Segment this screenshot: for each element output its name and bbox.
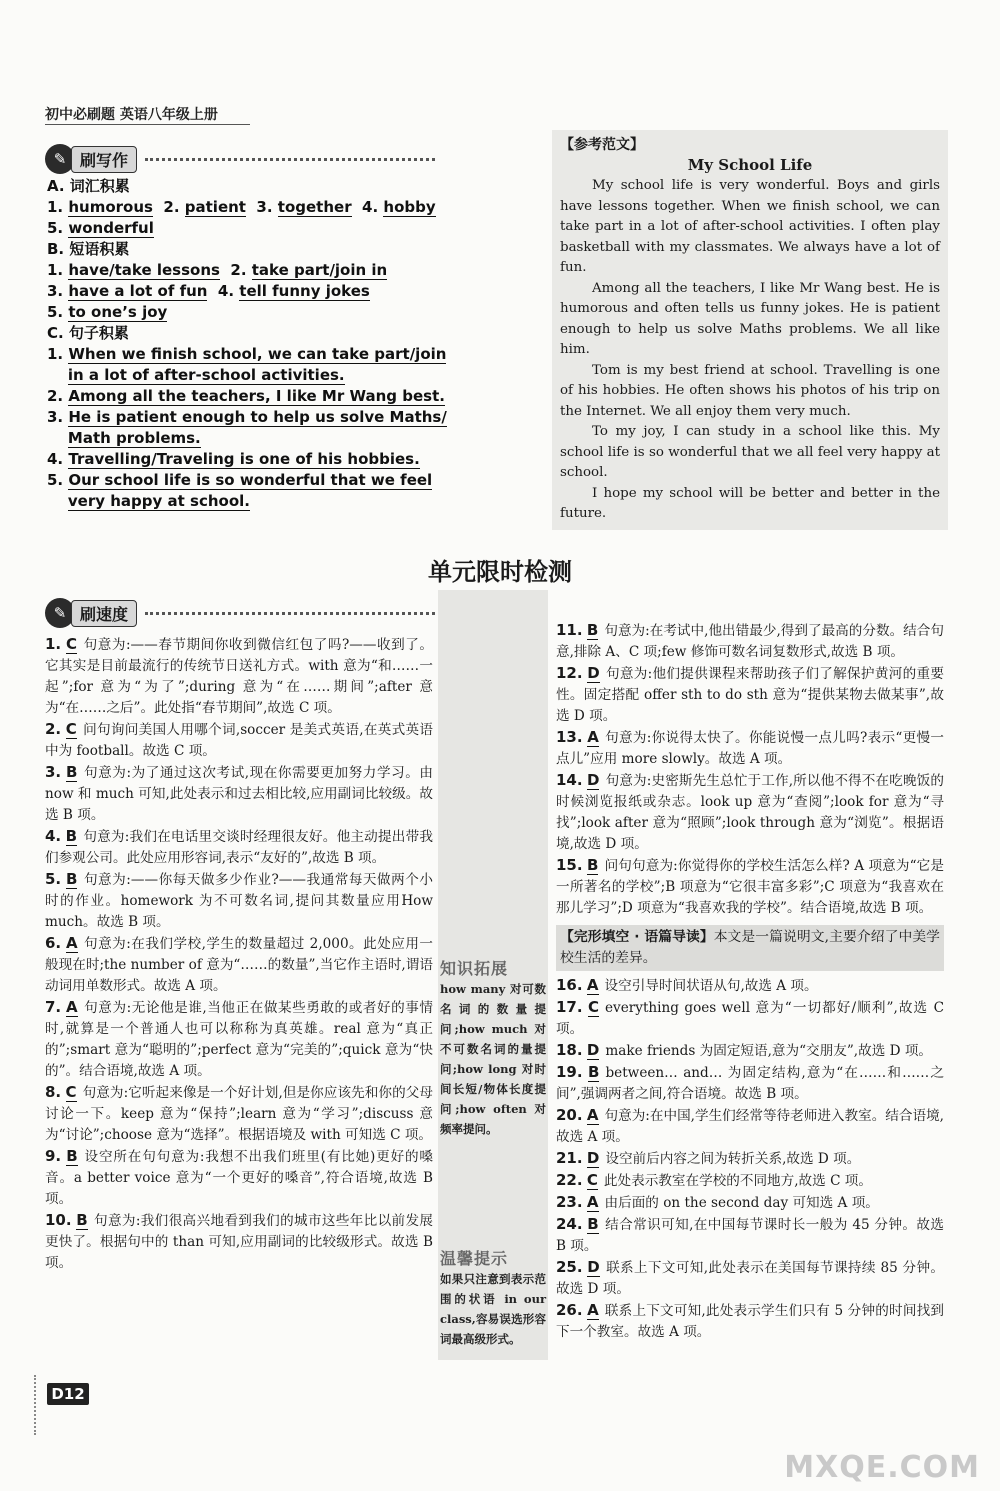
answer-item — [556, 620, 944, 663]
explanation: 句意为:他们提供课程来帮助孩子们了解保护黄河的重要性。固定搭配 offer sth to do sth 意为“提供某物去做某事”,故选 D 项。 — [556, 666, 944, 724]
explanation: 句意为:史密斯先生总忙于工作,所以他不得不在吃晚饭的时候浏览报纸或杂志。look up 意为“查阅”;look for 意为“寻找”;look after 意为“照顾”;look through 意为“浏览”。根据语境,故选 D 项。 — [556, 773, 944, 852]
writing-line — [47, 323, 437, 344]
tip-text: 如果只注意到表示范围的状语 in our class,容易误选形容词最高级形式。 — [440, 1272, 546, 1346]
item-number: 12. — [556, 664, 583, 682]
label-text: 5. — [47, 219, 69, 237]
label-text: B. 短语积累 — [47, 240, 130, 258]
writing-line — [47, 386, 445, 407]
tip-text: how many 对可数名词的数量提问;how much 对不可数名词的量提问;how long 对时间长短/物体长度提问;how often 对频率提问。 — [440, 982, 546, 1136]
writing-line — [47, 470, 437, 491]
item-number: 25. — [556, 1258, 583, 1276]
item-number: 16. — [556, 976, 583, 994]
answer-text: in a lot of after-school activities. — [67, 366, 345, 384]
item-number: 22. — [556, 1171, 583, 1189]
essay-paragraph: I hope my school will be better and better in the future. — [560, 485, 940, 521]
item-number: 15. — [556, 856, 583, 874]
answer-item — [556, 1300, 944, 1343]
answer-key: C — [587, 998, 599, 1016]
answer-text: to one’s joy — [68, 303, 168, 321]
answer-text: take part/join in — [251, 261, 388, 279]
essay-paragraph: Tom is my best friend at school. Travelling is one of his hobbies. He often shows his photos of his trip on the Internet. We all enjoy them very much. — [560, 362, 940, 419]
item-number: 19. — [556, 1063, 583, 1081]
label-text: 4. — [351, 198, 384, 216]
answer-item — [556, 1214, 944, 1257]
label-text: 3. — [245, 198, 278, 216]
item-number: 13. — [556, 728, 583, 746]
answer-key: C — [65, 1083, 77, 1101]
answer-text: tell funny jokes — [239, 282, 370, 300]
answer-text: Math problems. — [67, 429, 201, 447]
header-rule — [45, 124, 250, 125]
answer-text: humorous — [68, 198, 153, 216]
answer-text: wonderful — [68, 219, 154, 237]
banner-dots — [145, 158, 435, 161]
label-text: 5. — [47, 303, 69, 321]
label-text: 1. — [47, 345, 69, 363]
explanation: 句意为:它听起来像是一个好计划,但是你应该先和你的父母讨论一下。keep 意为“保持”;learn 意为“学习”;discuss 意为“讨论”;choose 意为“选择”。根据语境及 with 可知选 C 项。 — [45, 1085, 433, 1143]
answer-item — [45, 826, 433, 869]
answer-key: D — [586, 1041, 600, 1059]
passage-text: 本文是一篇说明文,主要介绍了中美学校生活的差异。 — [560, 929, 940, 966]
label-text: 3. — [47, 282, 69, 300]
item-number: 14. — [556, 771, 583, 789]
answer-item — [556, 997, 944, 1040]
explanation: everything goes well 意为“一切都好/顺利”,故选 C 项。 — [556, 1000, 944, 1037]
answer-key: B — [65, 870, 78, 888]
knowledge-tip — [440, 956, 546, 1139]
essay-title: My School Life — [687, 156, 813, 174]
label-text: 2. — [152, 198, 185, 216]
writing-line — [47, 302, 437, 323]
explanation: 句意为:我们很高兴地看到我们的城市这些年比以前发展更快了。根据句中的 than 可知,应用副词的比较级形式。故选 B 项。 — [45, 1213, 434, 1271]
answer-key: B — [65, 827, 78, 845]
item-number: 11. — [556, 621, 583, 639]
item-number: 20. — [556, 1106, 583, 1124]
item-number: 26. — [556, 1301, 583, 1319]
label-text: C. 句子积累 — [47, 324, 129, 342]
answer-text: together — [277, 198, 352, 216]
item-number: 8. — [45, 1083, 62, 1101]
speed-banner — [45, 598, 435, 628]
writing-line — [47, 218, 437, 239]
writing-answers — [47, 176, 447, 512]
explanation: 句意为:在我们学校,学生的数量超过 2,000。此处应用一般现在时;the number of 意为“……的数量”,当它作主语时,谓语动词用单数形式。故选 A 项。 — [45, 936, 433, 994]
answer-text: Travelling/Traveling is one of his hobbies. — [68, 450, 420, 468]
answer-item — [45, 997, 433, 1082]
reference-essay-box — [552, 130, 948, 530]
page-number: D12 — [47, 1383, 89, 1405]
answer-text: very happy at school. — [67, 492, 250, 510]
answer-item — [556, 1170, 944, 1192]
item-number: 9. — [45, 1147, 62, 1165]
answers-left-column — [45, 634, 433, 1274]
explanation: 句意为:——春节期间你收到微信红包了吗?——收到了。它其实是目前最流行的传统节日送礼方式。with 意为“和……一起”;for 意为“为了”;during 意为“在……期间”;after 意为“在……之后”。此处指“春节期间”,故选 C 项。 — [45, 637, 433, 716]
answer-key: A — [586, 1193, 599, 1211]
answer-key: C — [586, 1171, 598, 1189]
banner-dots — [145, 612, 435, 615]
explanation: 联系上下文可知,此处表示在美国每节课持续 85 分钟。故选 D 项。 — [556, 1260, 944, 1297]
speed-banner-label: 刷速度 — [71, 600, 137, 627]
label-text: A. 词汇积累 — [47, 177, 130, 195]
item-number: 7. — [45, 998, 62, 1016]
answer-key: B — [588, 1063, 600, 1081]
answer-key: A — [587, 728, 599, 746]
explanation: 句意为:在考试中,他出错最少,得到了最高的分数。结合句意,排除 A、C 项;few 修饰可数名词复数形式,故选 B 项。 — [556, 623, 944, 660]
writing-line — [47, 365, 437, 386]
writing-line — [47, 491, 437, 512]
answer-item — [556, 855, 944, 919]
explanation: 问句句意为:你觉得你的学校生活怎么样? A 项意为“它是一所著名的学校”;B 项意为“它很丰富多彩”;C 项意为“我喜欢在那儿学习”;D 项意为“我喜欢我的学校”。结合语境,故选 B 项。 — [556, 858, 944, 916]
explanation: 句意为:为了通过这次考试,现在你需要更加努力学习。由 now 和 much 可知,此处表示和过去相比较,应用副词比较级。故选 B 项。 — [45, 765, 433, 823]
answer-key: A — [586, 976, 599, 994]
writing-banner-label: 刷写作 — [71, 146, 137, 173]
answer-key: D — [587, 1258, 600, 1276]
item-number: 1. — [45, 635, 62, 653]
answer-item — [556, 770, 944, 855]
answer-text: Our school life is so wonderful that we feel — [68, 471, 433, 489]
explanation: 由后面的 on the second day 可知选 A 项。 — [604, 1195, 879, 1211]
answer-item — [45, 1146, 433, 1210]
item-number: 18. — [556, 1041, 583, 1059]
reference-label: 【参考范文】 — [560, 137, 644, 153]
answer-item — [556, 1257, 944, 1300]
label-text: 2. — [47, 387, 69, 405]
explanation: 设空前后内容之间为转折关系,故选 D 项。 — [605, 1151, 861, 1167]
label-text — [47, 492, 68, 510]
answer-text: have a lot of fun — [68, 282, 208, 300]
explanation: 问句询问美国人用哪个词,soccer 是美式英语,在英式英语中为 football。故选 C 项。 — [45, 722, 433, 759]
label-text: 4. — [47, 450, 69, 468]
running-header: 初中必刷题 英语八年级上册 — [45, 107, 218, 123]
label-text: 2. — [219, 261, 252, 279]
writing-line — [47, 260, 437, 281]
label-text — [47, 366, 68, 384]
watermark: MXQE.COM — [784, 1450, 980, 1485]
explanation: 设空引导时间状语从句,故选 A 项。 — [604, 978, 818, 994]
answer-item — [556, 1192, 944, 1214]
item-number: 10. — [45, 1211, 72, 1229]
explanation: 此处表示教室在学校的不同地方,故选 C 项。 — [603, 1173, 872, 1189]
answer-key: D — [587, 771, 600, 789]
answer-key: B — [66, 763, 78, 781]
essay-body — [560, 176, 940, 525]
explanation: 设空所在句句意为:我想不出我们班里(有比她)更好的嗓音。a better voice 意为“一个更好的嗓音”,符合语境,故选 B 项。 — [45, 1149, 434, 1207]
explanation: 句意为:无论他是谁,当他正在做某些勇敢的或者好的事情时,就算是一个普通人也可以称称为真英雄。real 意为“真正的”;smart 意为“聪明的”;perfect 意为“完美的”;quick 意为“快的”。结合语境,故选 A 项。 — [45, 1000, 433, 1079]
explanation: between… and… 为固定结构,意为“在……和……之间”,强调两者之间,符合语境。故选 B 项。 — [556, 1065, 944, 1102]
explanation: 句意为:你说得太快了。你能说慢一点儿吗?表示“更慢一点儿”应用 more slowly。故选 A 项。 — [556, 730, 944, 767]
item-number: 2. — [45, 720, 62, 738]
answer-key: A — [587, 1301, 599, 1319]
answer-item — [556, 1148, 944, 1170]
explanation: 联系上下文可知,此处表示学生们只有 5 分钟的时间找到下一个教室。故选 A 项。 — [556, 1303, 944, 1340]
answer-item — [45, 762, 433, 826]
answer-key: A — [586, 1106, 599, 1124]
answer-item — [556, 1040, 944, 1062]
answer-key: A — [65, 934, 78, 952]
explanation: 句意为:我们在电话里交谈时经理很友好。他主动提出带我们参观公司。此处应用形容词,表示“友好的”,故选 B 项。 — [45, 829, 433, 866]
label-text — [47, 429, 68, 447]
answer-item — [45, 1082, 433, 1146]
writing-line — [47, 449, 437, 470]
answer-text: have/take lessons — [68, 261, 220, 279]
answer-key: B — [586, 621, 599, 639]
answer-key: D — [587, 664, 600, 682]
writing-line — [47, 239, 437, 260]
answer-key: D — [586, 1149, 600, 1167]
writing-line — [47, 407, 447, 428]
answer-item — [556, 975, 944, 997]
answer-key: B — [587, 856, 599, 874]
label-text: 1. — [47, 261, 69, 279]
tip-heading: 温馨提示 — [440, 1249, 509, 1268]
answer-item — [556, 663, 944, 727]
label-text: 3. — [47, 408, 69, 426]
answers-right-column — [556, 620, 944, 1343]
answer-key: C — [65, 720, 77, 738]
label-text: 1. — [47, 198, 69, 216]
item-number: 17. — [556, 998, 583, 1016]
answer-item — [45, 1210, 433, 1274]
item-number: 3. — [45, 763, 62, 781]
label-text: 5. — [47, 471, 69, 489]
answer-item — [556, 1105, 944, 1148]
answer-item — [45, 719, 433, 762]
answer-key: A — [66, 998, 78, 1016]
answer-key: B — [76, 1211, 88, 1229]
answer-item — [556, 727, 944, 770]
essay-paragraph: To my joy, I can study in a school like this. My school life is so wonderful that we all feel very happy at school. — [560, 424, 940, 480]
passage-label: 【完形填空 · 语篇导读】 — [560, 929, 714, 945]
answer-item — [556, 1062, 944, 1105]
pencil-icon: ✎ — [45, 144, 75, 174]
essay-paragraph: Among all the teachers, I like Mr Wang best. He is humorous and often tells us funny jokes. He is patient enough to help us solve Maths problems. We all like him. — [560, 280, 940, 357]
answer-key: B — [66, 1147, 78, 1165]
item-number: 4. — [45, 827, 62, 845]
item-number: 5. — [45, 870, 62, 888]
writing-line — [47, 344, 447, 365]
writing-line — [47, 281, 437, 302]
label-text: 4. — [207, 282, 240, 300]
item-number: 24. — [556, 1215, 583, 1233]
answer-text: When we finish school, we can take part/join — [68, 345, 447, 363]
essay-paragraph: My school life is very wonderful. Boys and girls have lessons together. When we finish school, we can take part in a lot of after-school activities. I often play basketball with my classmates. We always have a lot of fun. — [560, 178, 940, 275]
writing-line — [47, 176, 437, 197]
writing-banner — [45, 144, 435, 174]
answer-item — [45, 634, 433, 719]
answer-text: Among all the teachers, I like Mr Wang best. — [68, 387, 445, 405]
answer-item — [45, 933, 433, 997]
explanation: make friends 为固定短语,意为“交朋友”,故选 D 项。 — [605, 1043, 933, 1059]
margin-dots — [34, 1375, 36, 1435]
pencil-icon: ✎ — [45, 598, 75, 628]
passage-guide — [556, 925, 944, 971]
writing-line — [47, 428, 437, 449]
answer-text: patient — [184, 198, 246, 216]
tip-heading: 知识拓展 — [440, 959, 509, 978]
item-number: 23. — [556, 1193, 583, 1211]
explanation: 句意为:在中国,学生们经常等待老师进入教室。结合语境,故选 A 项。 — [556, 1108, 944, 1145]
writing-line — [47, 197, 437, 218]
item-number: 21. — [556, 1149, 583, 1167]
answer-key: C — [66, 635, 78, 653]
answer-item — [45, 869, 433, 933]
reminder-tip — [440, 1246, 546, 1349]
answer-text: He is patient enough to help us solve Maths/ — [68, 408, 447, 426]
answer-text: hobby — [383, 198, 436, 216]
unit-test-title: 单元限时检测 — [428, 558, 572, 586]
explanation: 结合常识可知,在中国每节课时长一般为 45 分钟。故选 B 项。 — [556, 1217, 944, 1254]
answer-key: B — [587, 1215, 599, 1233]
explanation: 句意为:——你每天做多少作业?——我通常每天做两个小时的作业。homework 为不可数名词,提问其数量应用How much。故选 B 项。 — [45, 872, 433, 930]
item-number: 6. — [45, 934, 62, 952]
